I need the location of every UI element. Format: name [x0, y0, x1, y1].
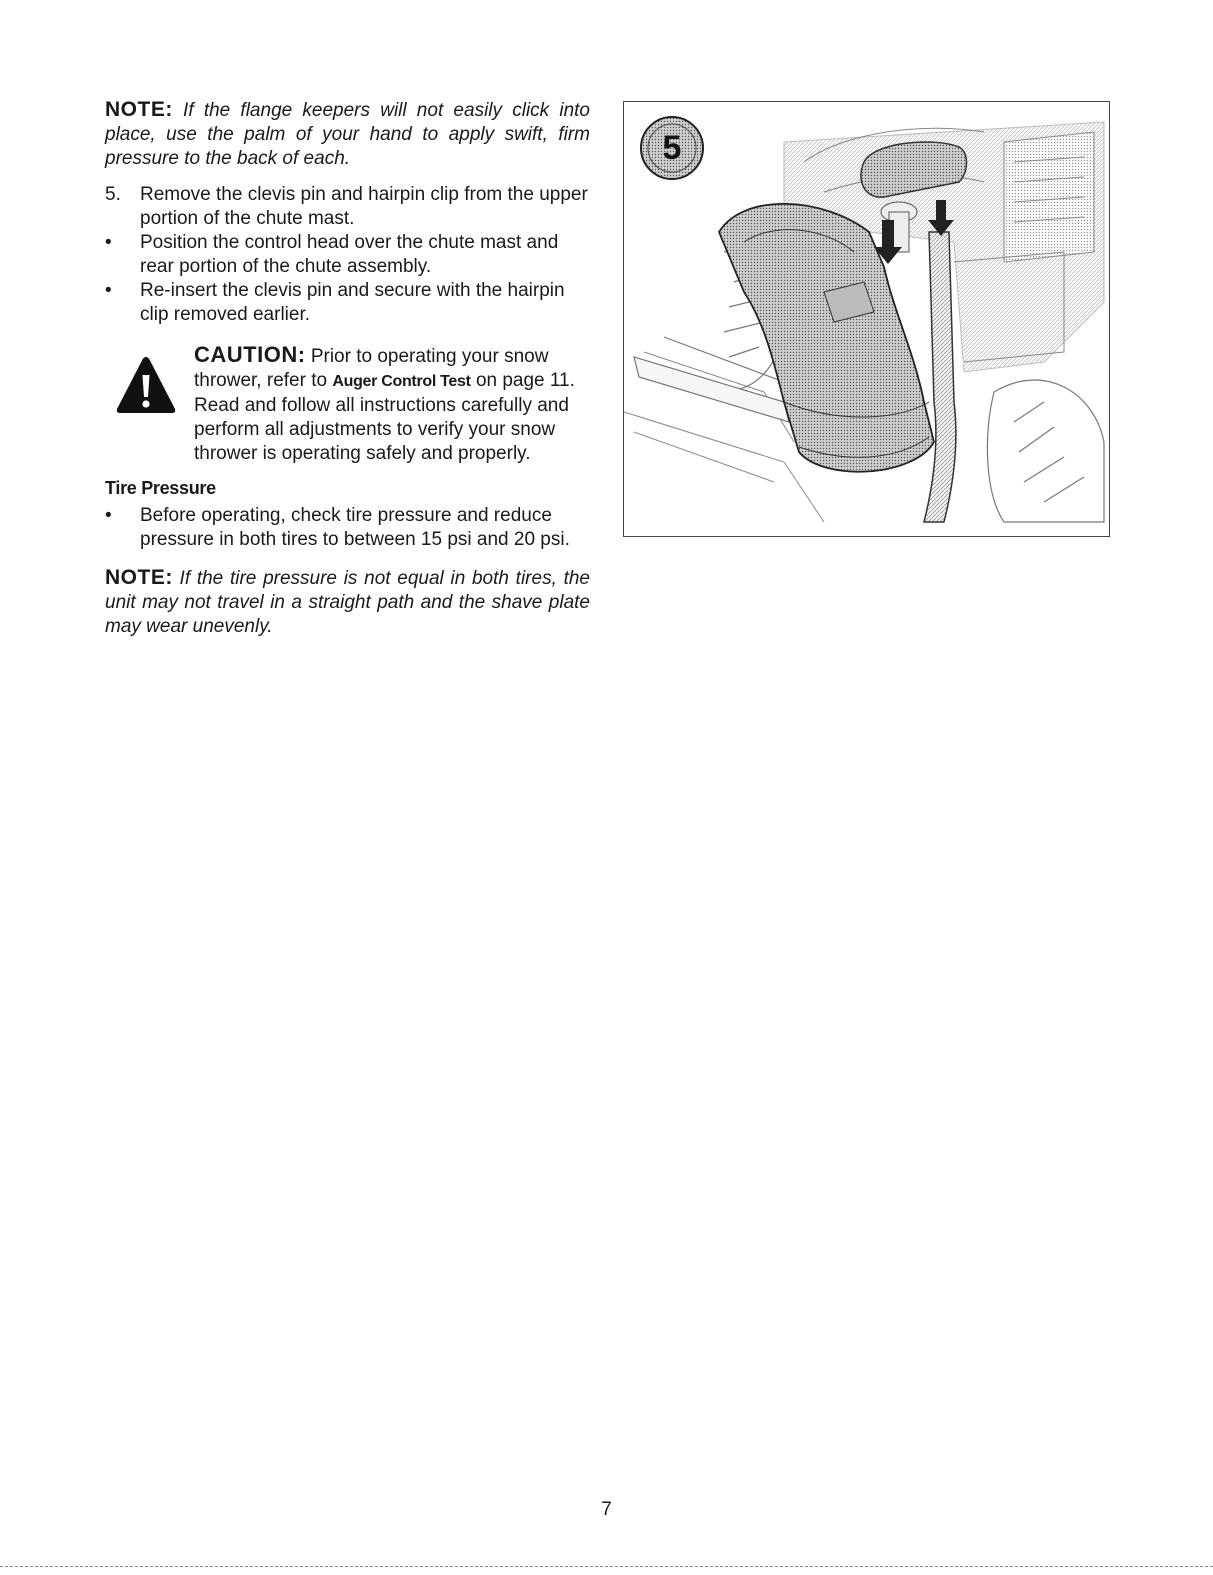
tire-pressure-list [105, 504, 590, 552]
note-text: If the tire pressure is not equal in both tires, the unit may not travel in a straight path and the shave plate may wear unevenly. [105, 568, 590, 637]
list-item-text: Before operating, check tire pressure and reduce pressure in both tires to between 15 psi and 20 psi. [140, 505, 570, 550]
caution-text [194, 343, 594, 466]
warning-triangle-icon [115, 355, 177, 415]
chute-mast [924, 232, 956, 522]
left-column [105, 98, 590, 573]
list-item [105, 279, 590, 327]
bullet-marker: • [105, 505, 112, 526]
instruction-list [105, 183, 590, 327]
caution-text-before: Prior to operating your snow thrower, refer to [194, 346, 549, 391]
list-item [105, 183, 590, 231]
note-text: If the flange keepers will not easily click into place, use the palm of your hand to apply swift, firm pressure to the back of each. [105, 100, 591, 169]
note-flange-keepers [105, 98, 590, 171]
list-marker: 5. [105, 184, 121, 205]
list-item-text: Remove the clevis pin and hairpin clip from the upper portion of the chute mast. [140, 184, 588, 229]
note-tire-pressure [105, 566, 590, 639]
handle-bar [634, 337, 789, 422]
figure-number: 5 [662, 129, 682, 167]
caution-text-after: on page 11. Read and follow all instructions carefully and perform all adjustments to verify your snow thrower is operating safely and properly. [194, 370, 575, 464]
bullet-marker: • [105, 280, 112, 301]
caution-label: CAUTION: [194, 342, 306, 367]
page-bottom-rule [0, 1566, 1213, 1567]
note-label: NOTE: [105, 566, 173, 589]
list-item-text: Re-insert the clevis pin and secure with the hairpin clip removed earlier. [140, 280, 565, 325]
list-item-text: Position the control head over the chute mast and rear portion of the chute assembly. [140, 232, 559, 277]
bullet-marker: • [105, 232, 112, 253]
figure-5-chute-assembly [623, 101, 1110, 537]
page-number: 7 [601, 1499, 612, 1520]
note-paragraph [105, 566, 590, 639]
list-item [105, 231, 590, 279]
tire-pressure-heading: Tire Pressure [105, 478, 216, 498]
list-item [105, 504, 590, 552]
auger-control-test-reference: Auger Control Test [332, 373, 471, 390]
note-label: NOTE: [105, 98, 173, 121]
